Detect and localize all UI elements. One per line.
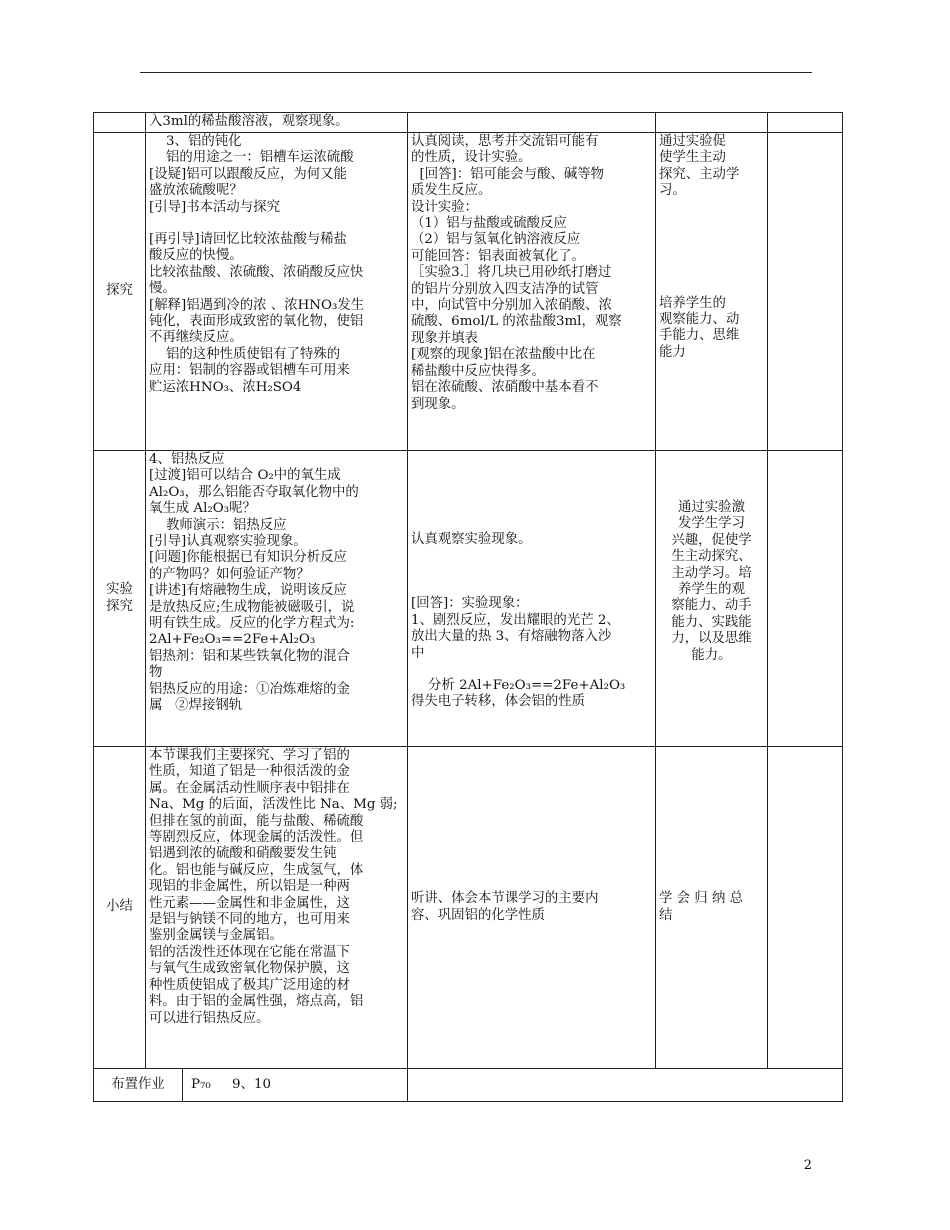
text-line: 兴趣，促使学: [671, 532, 752, 548]
text-line: 铝热反应的用途：①冶炼难熔的金: [149, 681, 350, 697]
text-line: 铝在浓硫酸、浓硝酸中基本看不: [411, 380, 599, 396]
text-line: [659, 200, 764, 216]
text-line: 性元素——金属性和非金属性，这: [149, 895, 350, 911]
text-line: [回答]：铝可能会与酸、碱等物: [411, 166, 605, 182]
homework-label: 布置作业: [94, 1069, 183, 1101]
design-intent-list: [659, 891, 764, 924]
student-activity-list: [411, 891, 652, 924]
text-line: 现铝的非金属性，所以铝是一种两: [149, 879, 350, 895]
text-line: 中: [411, 645, 425, 661]
teacher-activity-list: [149, 748, 404, 1027]
text-line: 能力。: [691, 647, 732, 663]
homework-content: P₇₀ 9、10: [191, 1076, 271, 1092]
notes-cell: [768, 113, 843, 133]
text-line: 教师演示：铝热反应: [149, 517, 287, 533]
text-line: [659, 468, 764, 484]
text-line: [659, 264, 764, 280]
text-line: [411, 516, 652, 532]
text-line: 3、铝的钝化: [149, 134, 242, 149]
text-line: 酸反应的快慢。: [149, 248, 243, 264]
text-line: [411, 580, 652, 596]
text-line: [411, 662, 652, 678]
text-line: 种性质使铝成了极其广泛用途的材: [149, 977, 350, 993]
text-line: 不再继续反应。: [149, 330, 243, 346]
text-line: 的性质，设计实验。: [411, 150, 532, 166]
homework-blank-cell: [408, 1069, 843, 1102]
page-number: 2: [803, 1158, 812, 1173]
text-line: 中，向试管中分别加入浓硝酸、浓: [411, 298, 612, 314]
text-line: 比较浓盐酸、浓硫酸、浓硝酸反应快: [149, 264, 364, 280]
text-line: 结: [659, 907, 673, 923]
text-line: 性质，知道了铝是一种很活泼的金: [149, 764, 350, 780]
design-intent-cell: [656, 133, 768, 451]
text-line: 钝化，表面形成致密的氧化物，使铝: [149, 314, 364, 330]
text-line: [659, 248, 764, 264]
text-line: 能力、实践能: [671, 614, 752, 630]
student-activity-cell: [408, 747, 656, 1069]
text-line: 属 ②焊接钢轨: [149, 698, 243, 714]
continuation-text: 入3ml的稀盐酸溶液，观察现象。: [149, 114, 349, 129]
text-line: （1）铝与盐酸或硫酸反应: [411, 216, 567, 232]
stage-label: 小结: [106, 899, 133, 915]
text-line: 力，以及思维: [671, 631, 752, 647]
table-row-experiment: [94, 451, 843, 747]
stage-label-line-1: 实验: [106, 582, 133, 598]
text-line: 通过实验激: [678, 500, 745, 515]
student-activity-list: [411, 134, 652, 413]
text-line: ［实验3.］将几块已用砂纸打磨过: [411, 265, 612, 281]
student-activity-cell: [408, 133, 656, 451]
text-line: 慢。: [149, 281, 176, 297]
text-line: 设计实验：: [411, 199, 478, 215]
text-line: 听讲、体会本节课学习的主要内: [411, 891, 599, 907]
text-line: 应用：铝制的容器或铝槽车可用来: [149, 363, 350, 379]
text-line: 的铝片分别放入四支洁净的试管: [411, 281, 599, 297]
text-line: [观察的现象]铝在浓盐酸中比在: [411, 347, 596, 363]
text-line: 可以进行铝热反应。: [149, 1010, 270, 1026]
teacher-activity-list: [149, 452, 404, 715]
text-line: 生主动探究、: [671, 549, 752, 565]
text-line: 现象并填表: [411, 330, 478, 346]
text-line: [回答]：实验现象：: [411, 596, 529, 612]
table-row-summary: [94, 747, 843, 1069]
text-line: 料。由于铝的金属性强，熔点高，铝: [149, 994, 364, 1010]
text-line: 得失电子转移，体会铝的性质: [411, 694, 586, 710]
text-line: Na、Mg 的后面，活泼性比 Na、Mg 弱;: [149, 797, 398, 813]
text-line: 学 会 归 纳 总: [659, 891, 743, 907]
text-line: 物: [149, 665, 163, 681]
notes-cell: [768, 451, 843, 747]
text-line: 铝遇到浓的硫酸和硝酸要发生钝: [149, 846, 337, 862]
teacher-activity-cell: [146, 451, 408, 747]
text-line: 化。铝也能与碱反应，生成氢气，体: [149, 862, 364, 878]
text-line: 硫酸、6mol/L 的浓盐酸3ml，观察: [411, 314, 622, 330]
text-line: [411, 484, 652, 500]
homework-cell: [94, 1069, 408, 1102]
text-line: [411, 548, 652, 564]
text-line: [659, 280, 764, 296]
text-line: 容、巩固铝的化学性质: [411, 907, 545, 923]
design-intent-cell: [656, 747, 768, 1069]
header-rule: [140, 72, 812, 73]
notes-cell: [768, 133, 843, 451]
text-line: 盛放浓硫酸呢？: [149, 183, 243, 199]
text-line: 能力: [659, 344, 686, 360]
text-line: （2）铝与氢氧化钠溶液反应: [411, 232, 581, 248]
text-line: [引导]认真观察实验现象。: [149, 534, 307, 550]
text-line: 但排在氢的前面，能与盐酸、稀硫酸: [149, 813, 364, 829]
text-line: [411, 452, 652, 468]
text-line: [411, 564, 652, 580]
text-line: 贮运浓HNO₃、浓H₂SO4: [149, 379, 302, 395]
text-line: 通过实验促: [659, 134, 726, 149]
teacher-activity-cell: [146, 747, 408, 1069]
teacher-activity-list: [149, 134, 404, 396]
table-row-explore: [94, 133, 843, 451]
text-line: [659, 216, 764, 232]
text-line: 手能力、思维: [659, 328, 740, 344]
text-line: 鉴别金属镁与金属铝。: [149, 928, 283, 944]
text-line: 是铝与钠镁不同的地方，也可用来: [149, 912, 350, 928]
stage-label-line-2: 探究: [106, 598, 133, 614]
stage-cell-summary: [94, 747, 146, 1069]
text-line: 1、剧烈反应，发出耀眼的光芒 2、: [411, 612, 620, 628]
text-line: 铝的活泼性还体现在它能在常温下: [149, 944, 350, 960]
text-line: [659, 232, 764, 248]
text-line: [过渡]铝可以结合 O₂中的氧生成: [149, 468, 341, 484]
lesson-plan-table: [93, 112, 843, 1102]
text-line: 2Al+Fe₂O₃==2Fe+Al₂O₃: [149, 632, 316, 648]
text-line: [讲述]有熔融物生成，说明该反应: [149, 583, 347, 599]
table-row-continuation: [94, 113, 843, 133]
text-line: 本节课我们主要探究、学习了铝的: [149, 748, 350, 763]
notes-cell: [768, 747, 843, 1069]
design-intent-list: [659, 452, 764, 664]
text-line: 明有铁生成。反应的化学方程式为:: [149, 616, 355, 632]
text-line: 使学生主动: [659, 150, 726, 166]
text-line: 铝热剂：铝和某些铁氧化物的混合: [149, 648, 350, 664]
text-line: 认真观察实验现象。: [411, 532, 532, 547]
text-line: [引导]书本活动与探究: [149, 199, 280, 215]
text-line: 到现象。: [411, 396, 465, 412]
text-line: 与氧气生成致密氧化物保护膜，这: [149, 961, 350, 977]
text-line: 等剧烈反应，体现金属的活泼性。但: [149, 830, 364, 846]
text-line: [659, 484, 764, 500]
stage-cell: [94, 113, 146, 133]
text-line: Al₂O₃，那么铝能否夺取氧化物中的: [149, 484, 359, 500]
text-line: 4、铝热反应: [149, 452, 225, 467]
student-activity-list: [411, 452, 652, 711]
stage-label: 探究: [106, 283, 133, 299]
text-line: 稀盐酸中反应快得多。: [411, 363, 545, 379]
text-line: 发学生学习: [678, 516, 745, 532]
teacher-activity-cell: [146, 113, 408, 133]
text-line: 察能力、动手: [671, 598, 752, 614]
text-line: 观察能力、动: [659, 312, 740, 328]
text-line: 认真阅读，思考并交流铝可能有: [411, 134, 599, 149]
text-line: 培养学生的: [659, 295, 726, 311]
text-line: 氧生成 Al₂O₃呢？: [149, 501, 256, 517]
design-intent-cell: [656, 451, 768, 747]
student-activity-cell: [408, 451, 656, 747]
text-line: [411, 500, 652, 516]
text-line: 铝的用途之一：铝槽车运浓硫酸: [149, 150, 354, 166]
text-line: 养学生的观: [678, 582, 745, 598]
text-line: 分析 2Al+Fe₂O₃==2Fe+Al₂O₃: [411, 678, 626, 694]
text-line: [149, 216, 404, 232]
text-line: 质发生反应。: [411, 183, 492, 199]
text-line: 属。在金属活动性顺序表中铝排在: [149, 780, 350, 796]
text-line: [问题]你能根据已有知识分析反应: [149, 550, 347, 566]
stage-cell-experiment: [94, 451, 146, 747]
student-activity-cell: [408, 113, 656, 133]
table-row-homework: [94, 1069, 843, 1102]
text-line: [再引导]请回忆比较浓盐酸与稀盐: [149, 232, 347, 248]
teacher-activity-cell: [146, 133, 408, 451]
text-line: [411, 468, 652, 484]
text-line: [解释]铝遇到冷的浓 、浓HNO₃发生: [149, 297, 365, 313]
text-line: 是放热反应;生成物能被磁吸引，说: [149, 599, 355, 615]
text-line: 可能回答：铝表面被氧化了。: [411, 248, 586, 264]
text-line: 铝的这种性质使铝有了特殊的: [149, 346, 341, 362]
text-line: 习。: [659, 183, 686, 199]
stage-cell-explore: [94, 133, 146, 451]
text-line: [设疑]铝可以跟酸反应，为何又能: [149, 166, 347, 182]
text-line: [659, 452, 764, 468]
design-intent-cell: [656, 113, 768, 133]
design-intent-list: [659, 134, 764, 361]
text-line: 主动学习。培: [671, 565, 752, 581]
text-line: 的产物吗？如何验证产物？: [149, 566, 310, 582]
text-line: 放出大量的热 3、有熔融物落入沙: [411, 629, 612, 645]
text-line: 探究、主动学: [659, 166, 740, 182]
